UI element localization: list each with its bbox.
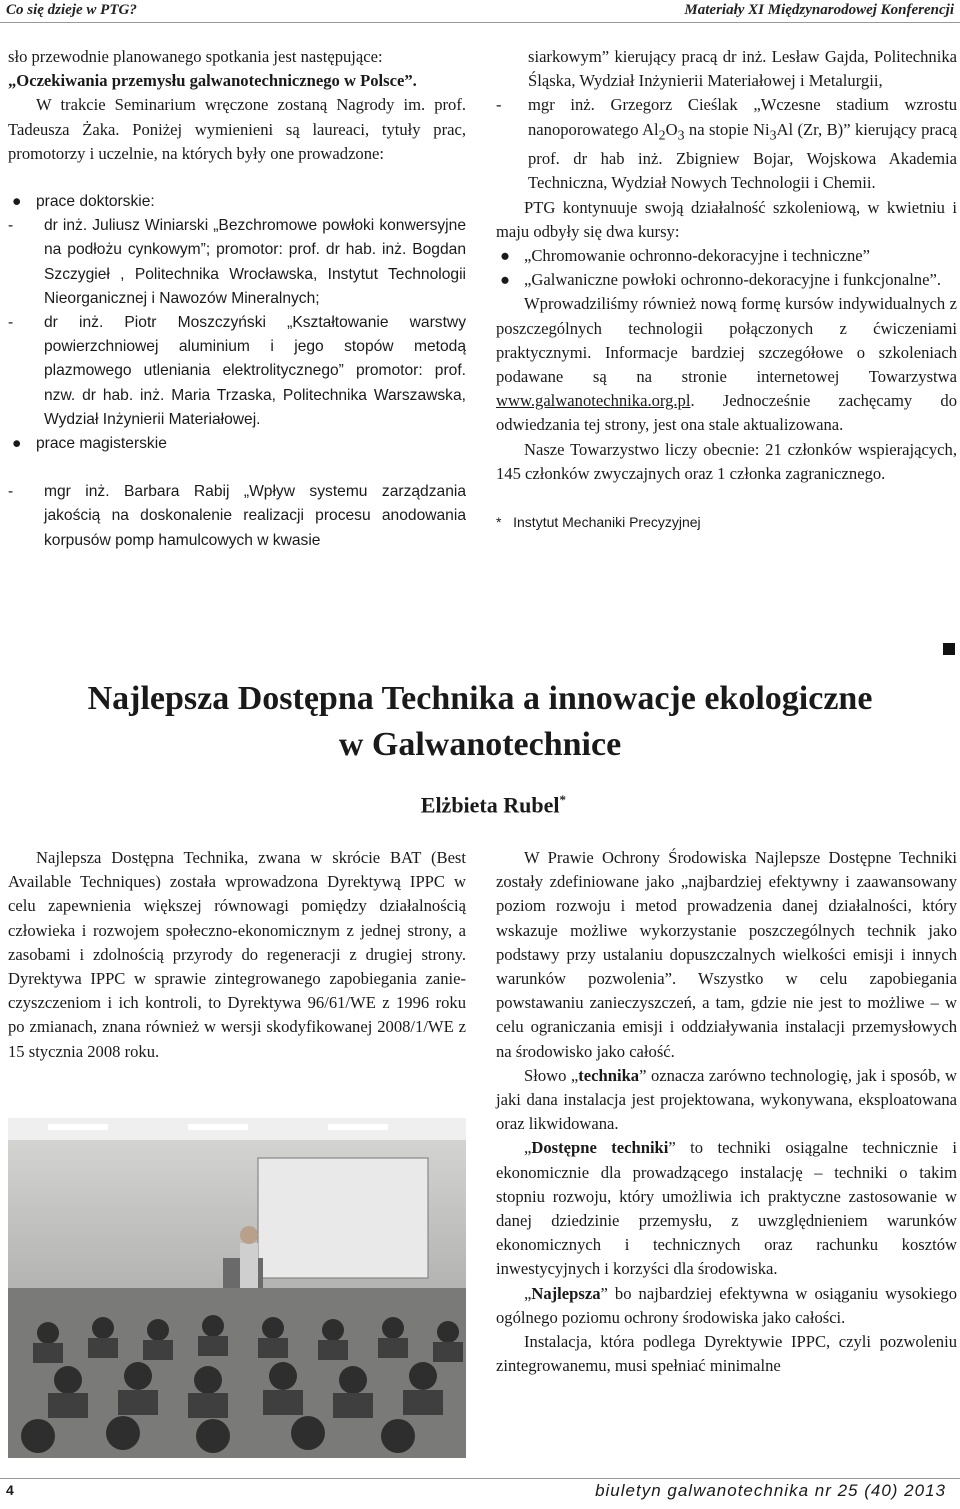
article-right-column [496, 846, 957, 1378]
list-item: - mgr inż. Grzegorz Cieślak „Wczesne stadium wzrostu nanoporowatego $Al_2O_3$ na stopie $Ni_3Al$ (Zr, B)” kierujący pracą prof. dr hab inż. Zbigniew Bojar, Wojskowa Akademia Techniczna, Wydział Nowych Technologii i Chemii. [496, 95, 958, 193]
text-paragraph: „Najlepsza” bo najbardziej efektywna w osiąganiu wysokiego ogólnego poziomu ochrony środowiska jako całości. [496, 1283, 957, 1327]
dash-marker: - [496, 95, 502, 115]
bullet-icon: ● [12, 435, 22, 453]
footnote-mark: * [496, 513, 502, 530]
upper-right-column [496, 45, 957, 534]
bullet-icon: ● [500, 245, 511, 265]
conference-photo [8, 1118, 466, 1458]
text-paragraph: Najlepsza Dostępna Technika, zwana w skrócie BAT (Best Available Techniques) została wprowadzona Dyrektywą IPPC w celu zapewnienia większej równowagi pomiędzy działalnością człowieka i rozwojem społeczno-ekonomicznym z jednej strony, a zasobami i zdolnością przyrody do regeneracji z drugiej strony. Dyrektywa IPPC w sprawie zintegrowanego zapobiegania zanieczyszczeniom i ich kontroli, to Dyrektywa 96/61/WE z 1996 roku po zmianach, znana również w wersji skodyfikowanej 2008/1/WE z 15 stycznia 2008 roku. [8, 848, 466, 1061]
footer-rule [0, 1478, 960, 1479]
page-number: 4 [6, 1482, 14, 1498]
text-paragraph: W trakcie Seminarium wręczone zostaną Nagrody im. prof. Tadeusza Żaka. Poniżej wymienieni są laureaci, tytuły prac, promotorzy i uczelnie, na których były one prowadzone: [8, 95, 466, 163]
page-header [0, 0, 960, 23]
article-left-column [8, 846, 466, 1064]
journal-name: biuletyn galwanotechnika nr 25 (40) 2013 [595, 1481, 946, 1500]
upper-left-column [8, 45, 466, 553]
list-item: - mgr inż. Barbara Rabij „Wpływ systemu zarządzania jakością na doskonalenie realizacji procesu anodowania korpusów pomp hamulcowych w kwasie [8, 480, 466, 553]
text-paragraph: Nasze Towarzystwo liczy obecnie: 21 członków wspierających, 145 członków zwyczajnych oraz 1 członka zagranicznego. [496, 439, 957, 483]
article-title: Najlepsza Dostępna Technika a innowacje ekologiczne w Galwanotechnice [87, 680, 873, 763]
list-heading: ● prace magisterskie [8, 432, 466, 456]
dash-marker: - [8, 483, 14, 501]
list-heading: ● prace doktorskie: [8, 190, 466, 214]
list-item: - dr inż. Juliusz Winiarski „Bezchromowe powłoki konwersyjne na podłożu cynkowym”; promotor: prof. dr hab. inż. Bogdan Szczygieł , Politechnika Wrocławska, Instytut Technologii Nieorganicznej i Nawozów Mineralnych; [8, 214, 466, 311]
header-publication: Materiały XI Międzynarodowej Konferencji [684, 2, 954, 18]
article-author: Elżbieta Rubel* [420, 792, 566, 818]
list-item: - dr inż. Piotr Moszczyński „Kształtowanie warstwy powierzchniowej aluminium i jego stopów metodą plazmowego utleniania elektrolitycznego” promotor: prof. nzw. dr hab. inż. Maria Trzaska, Politechnika Warszawska, Wydział Inżynierii Materiałowej. [8, 311, 466, 432]
bullet-icon: ● [12, 193, 22, 211]
text-paragraph: Wprowadziliśmy również nową formę kursów indywidualnych z poszczególnych technologii połączonych z ćwiczeniami praktycznymi. Informacje bardziej szczegółowe o szkoleniach podawane są na stronie internetowej Towarzystwa www.galwanotechnika.org.pl. Jednocześnie zachęcamy do odwiedzania tej strony, jest ona stale aktualizowana. [496, 294, 957, 435]
text-paragraph: „Dostępne techniki” to techniki osiągalne technicznie i ekonomicznie dla prowadzącego instalację – techniki o takim stopniu rozwoju, który umożliwia ich praktyczne zastosowanie w danej dziedzinie przemysłu, z uwzględnieniem warunków ekonomicznych i technicznych oraz rachunku kosztów inwestycyjnych i korzyści dla środowiska. [496, 1138, 957, 1279]
list-item: ● „Galwaniczne powłoki ochronno-dekoracyjne i funkcjonalne”. [496, 268, 957, 292]
text-paragraph: siarkowym” kierujący pracą dr inż. Lesław Gajda, Politechnika Śląska, Wydział Inżynierii Materiałowej i Metalurgii, [528, 47, 957, 91]
dash-marker: - [8, 217, 14, 235]
footnote: * Instytut Mechaniki Precyzyjnej [496, 513, 701, 530]
text-paragraph: Słowo „technika” oznacza zarówno technologię, jak i sposób, w jaki dana instalacja jest projektowana, wykonywana, eksploatowana oraz likwidowana. [496, 1065, 957, 1134]
bullet-icon: ● [500, 270, 511, 290]
header-section: Co się dzieje w PTG? [6, 2, 137, 18]
website-link[interactable]: www.galwanotechnika.org.pl [496, 391, 691, 411]
seminar-motto: „Oczekiwania przemysłu galwanotechnicznego w Polsce”. [8, 71, 417, 91]
text-paragraph: Instalacja, która podlega Dyrektywie IPPC, czyli pozwoleniu zintegrowanemu, musi spełniać minimalne [496, 1332, 957, 1376]
text-paragraph: PTG kontynuuje swoją działalność szkoleniową, w kwietniu i maju odbyły się dwa kursy: [496, 197, 957, 241]
text-paragraph: W Prawie Ochrony Środowiska Najlepsze Dostępne Techniki zostały zdefiniowane jako „najbardziej efektywny i zaawansowany poziom rozwoju i metod prowadzenia danej działalności, który wskazuje możliwe wykorzystanie poszczególnych technik jako podstawy przy ustalaniu dopuszczalnych wielkości emisji i innych warunków pozwolenia”. Wszystko w celu zapobiegania powstawaniu zanieczyszczeń, a tam, gdzie nie jest to możliwe – w celu ograniczania emisji i oddziaływania instalacji przemysłowych na środowisko jako całość. [496, 848, 957, 1061]
text-paragraph: sło przewodnie planowanego spotkania jest następujące: [8, 47, 383, 66]
end-of-article-square-icon [943, 643, 955, 655]
dash-marker: - [8, 314, 14, 332]
list-item: ● „Chromowanie ochronno-dekoracyjne i techniczne” [496, 244, 957, 268]
